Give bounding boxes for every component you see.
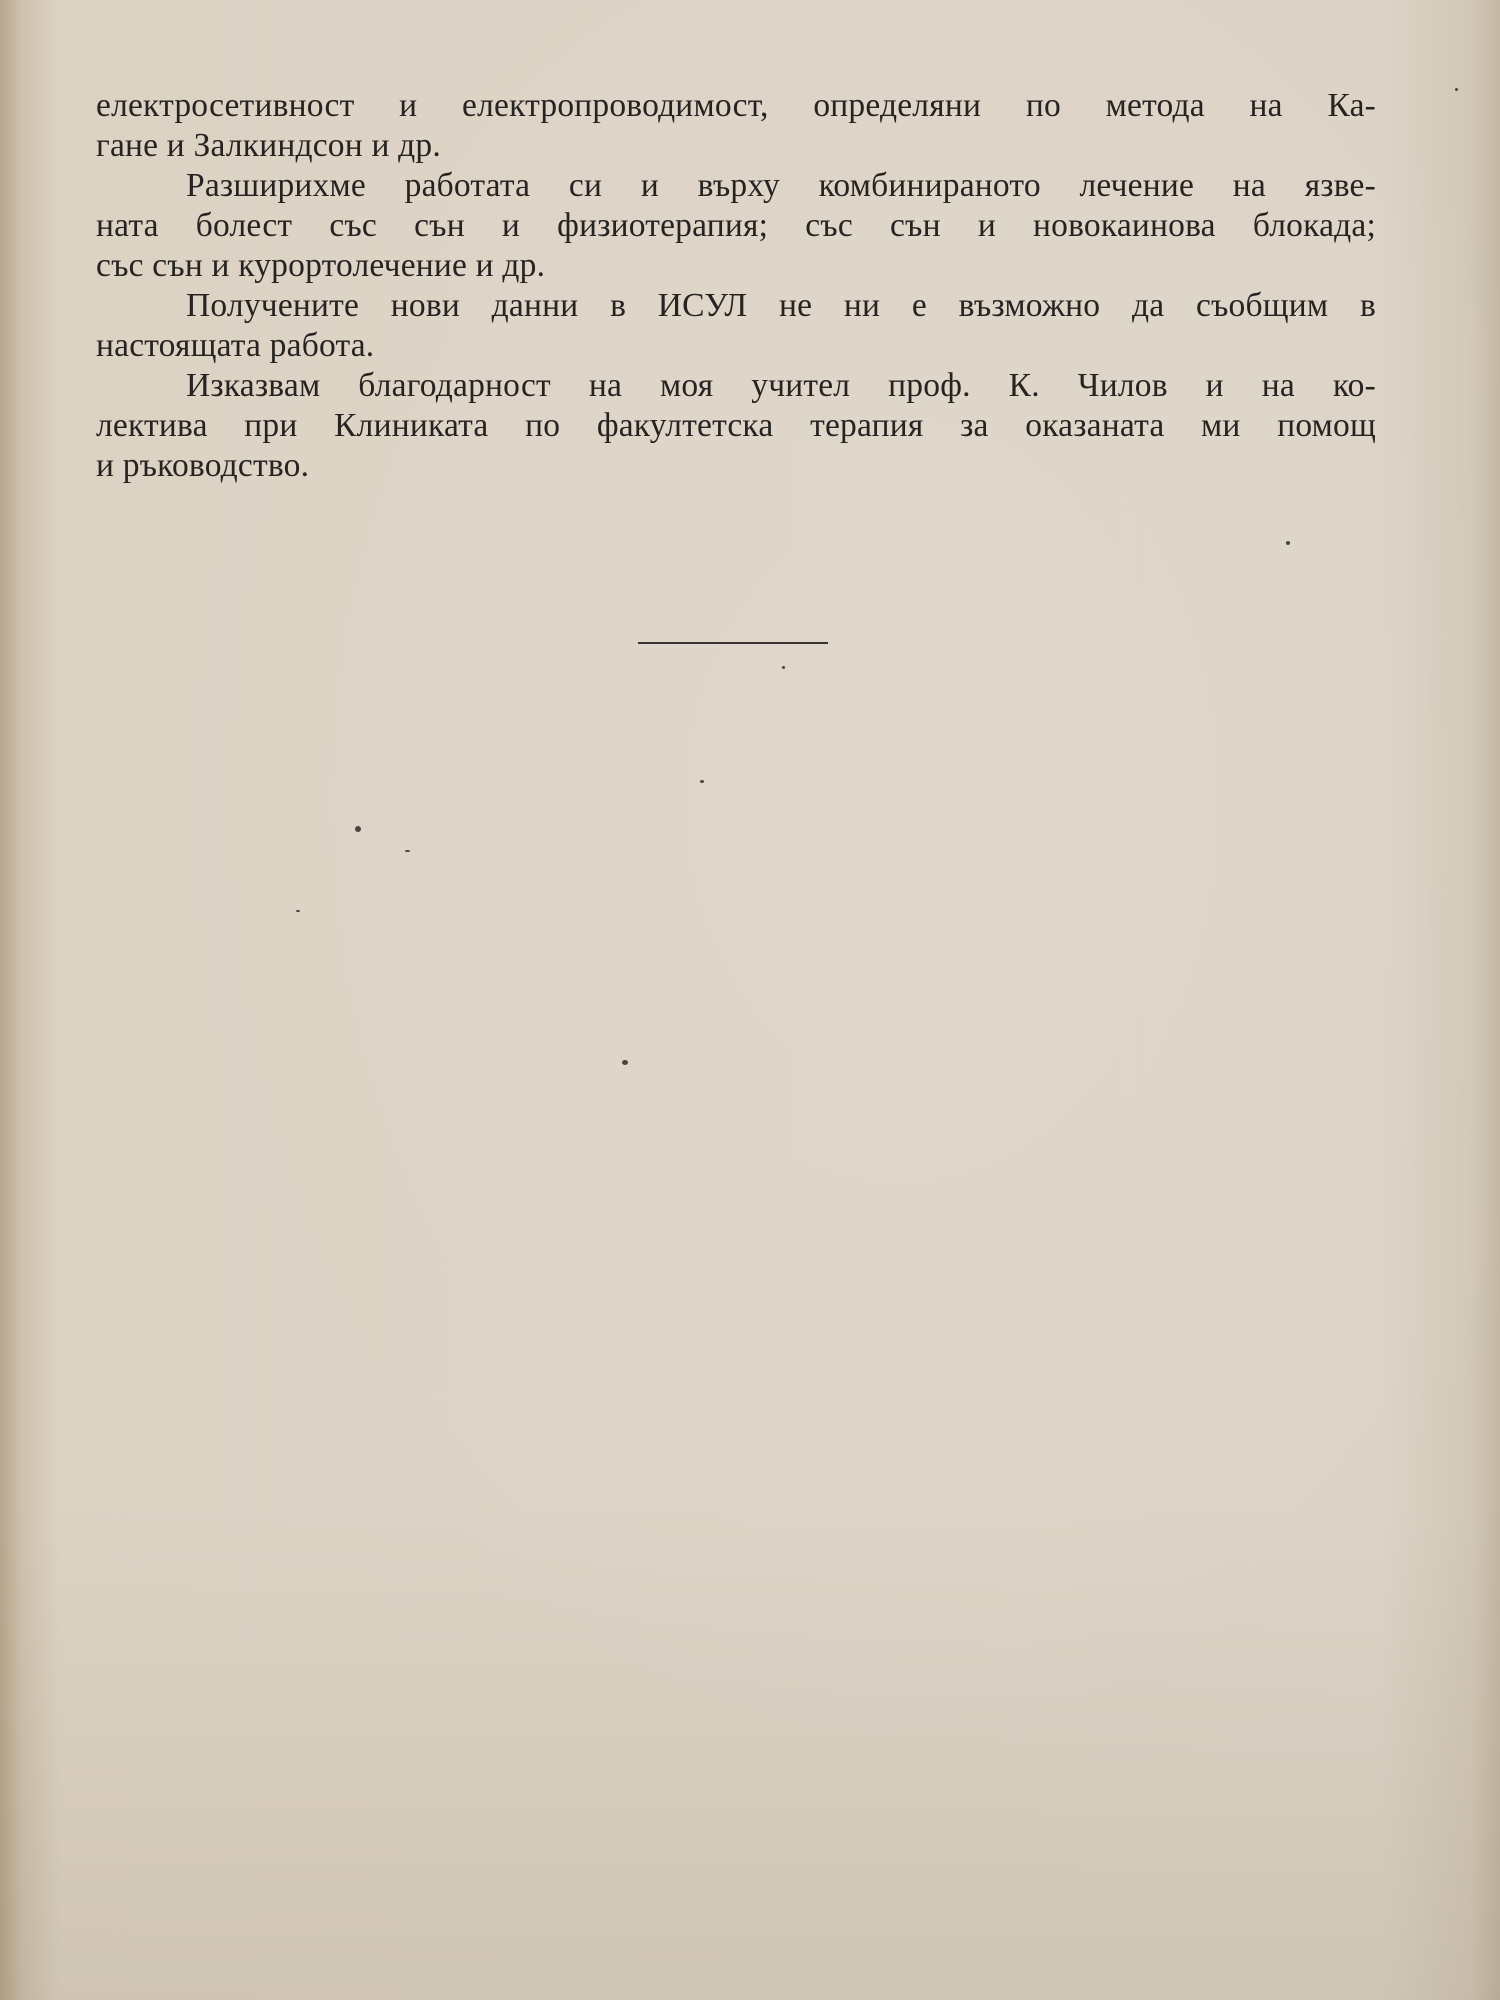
text-line: лектива при Клиниката по факултетска терапия за оказаната ми помощ — [96, 407, 1376, 444]
paper-speck — [296, 910, 300, 912]
text-line: настоящата работа. — [96, 327, 375, 364]
text-line: и ръководство. — [96, 447, 310, 484]
paragraph-3 — [96, 286, 1376, 366]
paper-speck — [405, 850, 410, 852]
paper-speck — [782, 666, 785, 669]
paper-speck — [1455, 88, 1458, 91]
end-of-text-rule — [638, 642, 828, 644]
paragraph-4 — [96, 366, 1376, 486]
text-line: Изказвам благодарност на моя учител проф. К. Чилов и на ко- — [186, 367, 1376, 404]
paper-speck — [700, 780, 704, 783]
text-line: ната болест със сън и физиотерапия; със сън и новокаинова блокада; — [96, 207, 1376, 244]
text-line: електросетивност и електропроводимост, определяни по метода на Ка- — [96, 87, 1376, 124]
paragraph-1 — [96, 86, 1376, 166]
text-line: Разширихме работата си и върху комбинираното лечение на язве- — [186, 167, 1376, 204]
paper-speck — [1286, 541, 1290, 545]
text-line: гане и Залкиндсон и др. — [96, 127, 441, 164]
text-line: със сън и курортолечение и др. — [96, 247, 546, 284]
paper-speck — [622, 1060, 628, 1065]
text-line: Получените нови данни в ИСУЛ не ни е възможно да съобщим в — [186, 287, 1376, 324]
page-shading — [0, 1500, 1500, 2000]
body-text — [96, 86, 1376, 486]
paragraph-2 — [96, 166, 1376, 286]
paper-speck — [355, 826, 361, 832]
